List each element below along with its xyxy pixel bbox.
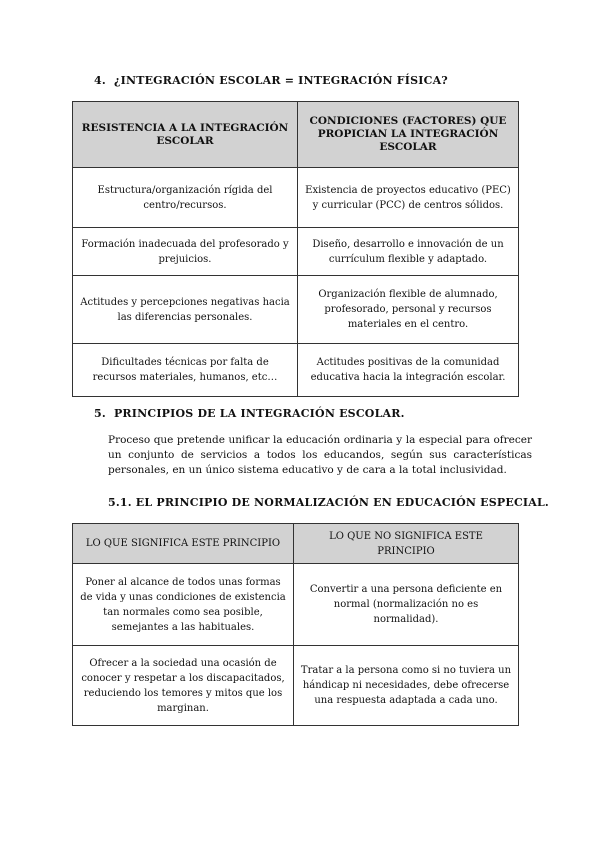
table-header-cell: LO QUE SIGNIFICA ESTE PRINCIPIO [73, 524, 294, 564]
table-cell: Actitudes positivas de la comunidad educativa hacia la integración escolar. [298, 344, 519, 397]
section-4-heading [94, 74, 448, 87]
table-cell: Poner al alcance de todos unas formas de vida y unas condiciones de existencia tan normales como sea posible, semejantes a las habituales. [73, 564, 294, 646]
table-header-row [73, 102, 519, 168]
table-row [73, 646, 519, 726]
section-5-1-heading: 5.1. EL PRINCIPIO DE NORMALIZACIÓN EN EDUCACIÓN ESPECIAL. [108, 496, 549, 509]
table-cell: Convertir a una persona deficiente en normal (normalización no es normalidad). [294, 564, 519, 646]
table-row [73, 276, 519, 344]
table-cell: Estructura/organización rígida del centro/recursos. [73, 168, 298, 228]
table-cell: Dificultades técnicas por falta de recursos materiales, humanos, etc… [73, 344, 298, 397]
section-5-title: PRINCIPIOS DE LA INTEGRACIÓN ESCOLAR. [113, 407, 405, 420]
table-header-row [73, 524, 519, 564]
table-row [73, 228, 519, 276]
table-row [73, 344, 519, 397]
section-5-heading [94, 407, 405, 420]
section-4-title: ¿INTEGRACIÓN ESCOLAR = INTEGRACIÓN FÍSICA? [113, 74, 448, 87]
table-cell: Formación inadecuada del profesorado y prejuicios. [73, 228, 298, 276]
section-5-paragraph: Proceso que pretende unificar la educación ordinaria y la especial para ofrecer un conjunto de servicios a todos los educandos, según sus características personales, en un único sistema educativo y de cara a la total inclusividad. [108, 434, 532, 476]
table-cell: Existencia de proyectos educativo (PEC) y curricular (PCC) de centros sólidos. [298, 168, 519, 228]
table-header-cell: RESISTENCIA A LA INTEGRACIÓN ESCOLAR [73, 102, 298, 168]
table-row [73, 168, 519, 228]
table-cell: Tratar a la persona como si no tuviera un hándicap ni necesidades, debe ofrecerse una respuesta adaptada a cada uno. [294, 646, 519, 726]
section-5-number: 5. [94, 407, 106, 420]
table-header-cell: CONDICIONES (FACTORES) QUE PROPICIAN LA INTEGRACIÓN ESCOLAR [298, 102, 519, 168]
table-cell: Ofrecer a la sociedad una ocasión de conocer y respetar a los discapacitados, reduciendo los temores y mitos que los marginan. [73, 646, 294, 726]
table-header-cell: LO QUE NO SIGNIFICA ESTE PRINCIPIO [294, 524, 519, 564]
integration-table [72, 101, 519, 397]
table-row [73, 564, 519, 646]
table-cell: Diseño, desarrollo e innovación de un currículum flexible y adaptado. [298, 228, 519, 276]
table-cell: Organización flexible de alumnado, profesorado, personal y recursos materiales en el centro. [298, 276, 519, 344]
section-4-number: 4. [94, 74, 106, 87]
table-cell: Actitudes y percepciones negativas hacia las diferencias personales. [73, 276, 298, 344]
normalization-table [72, 523, 519, 726]
